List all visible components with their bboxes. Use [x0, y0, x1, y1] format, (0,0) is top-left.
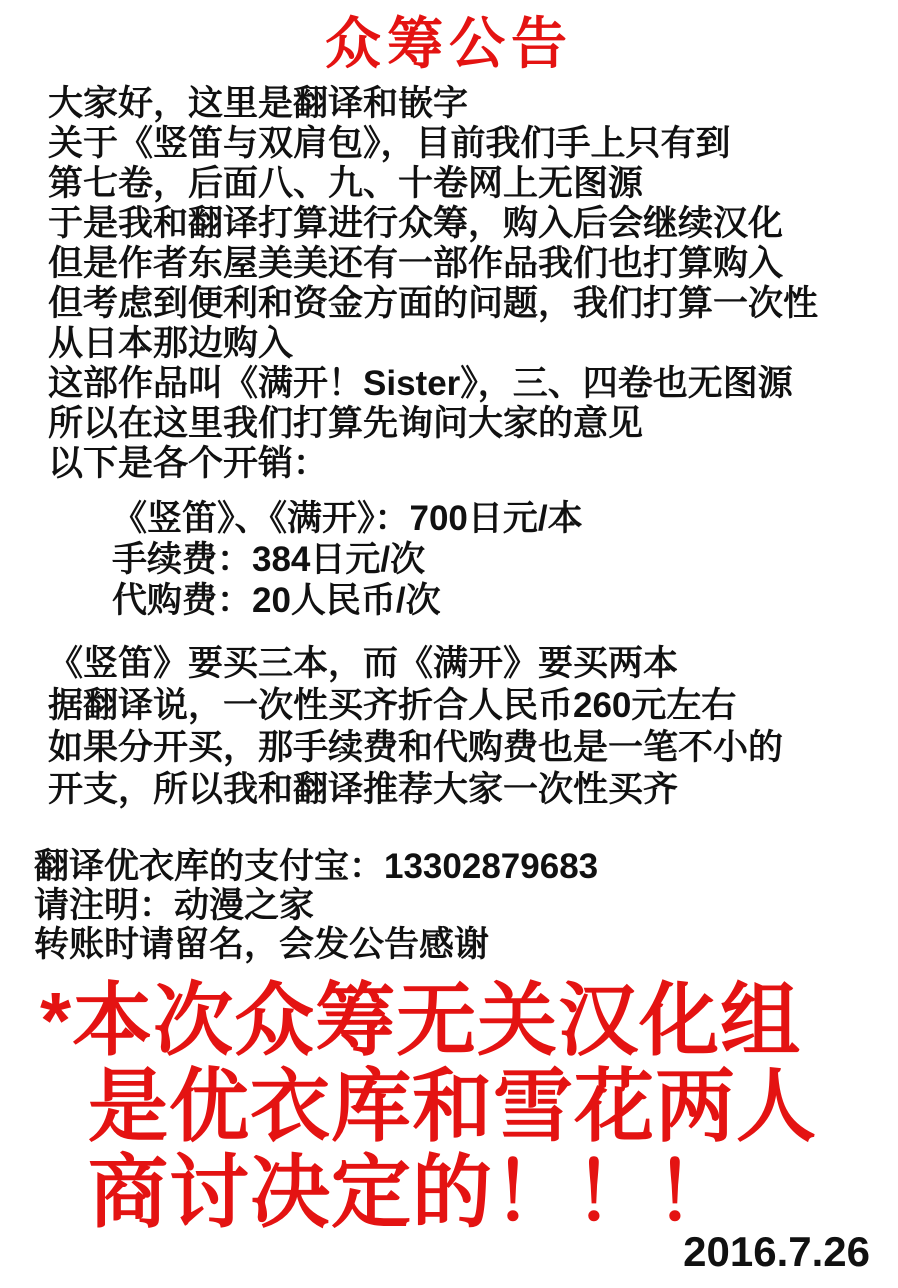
payment-line: 请注明：动漫之家 [34, 886, 315, 925]
intro-line: 以下是各个开销： [48, 444, 329, 483]
expense-list [64, 498, 898, 621]
payment-info [0, 847, 898, 964]
payment-line: 转账时请留名，会发公告感谢 [34, 925, 490, 964]
detail-line: 据翻译说，一次性买齐折合人民币260元左右 [48, 686, 737, 725]
detail-line: 《竖笛》要买三本，而《满开》要买两本 [48, 644, 679, 683]
notice-line: 是优衣库和雪花两人 [88, 1062, 817, 1151]
intro-paragraph [0, 84, 898, 484]
date-stamp: 2016.7.26 [683, 1228, 870, 1275]
intro-line: 所以在这里我们打算先询问大家的意见 [48, 404, 644, 443]
detail-line: 开支，所以我和翻译推荐大家一次性买齐 [48, 770, 679, 809]
expense-line: 代购费：20人民币/次 [112, 581, 441, 620]
expense-line: 《竖笛》、《满开》：700日元/本 [112, 499, 583, 538]
intro-line: 第七卷，后面八、九、十卷网上无图源 [48, 164, 644, 203]
detail-line: 如果分开买，那手续费和代购费也是一笔不小的 [48, 728, 784, 767]
details-paragraph [0, 643, 898, 811]
payment-line: 翻译优衣库的支付宝：13302879683 [34, 847, 599, 886]
notice-line: *本次众筹无关汉化组 [40, 976, 802, 1065]
notice-line: 商讨决定的！！！ [88, 1148, 736, 1237]
intro-line: 但考虑到便利和资金方面的问题，我们打算一次性 [48, 284, 819, 323]
intro-line: 于是我和翻译打算进行众筹，购入后会继续汉化 [48, 204, 784, 243]
intro-line: 关于《竖笛与双肩包》，目前我们手上只有到 [48, 124, 731, 163]
intro-line: 这部作品叫《满开！Sister》，三、四卷也无图源 [48, 364, 793, 403]
page-title: 众筹公告 [325, 12, 573, 75]
intro-line: 但是作者东屋美美还有一部作品我们也打算购入 [48, 244, 784, 283]
intro-line: 大家好，这里是翻译和嵌字 [48, 84, 469, 123]
expense-line: 手续费：384日元/次 [112, 540, 426, 579]
intro-line: 从日本那边购入 [48, 324, 294, 363]
red-notice [0, 978, 898, 1236]
